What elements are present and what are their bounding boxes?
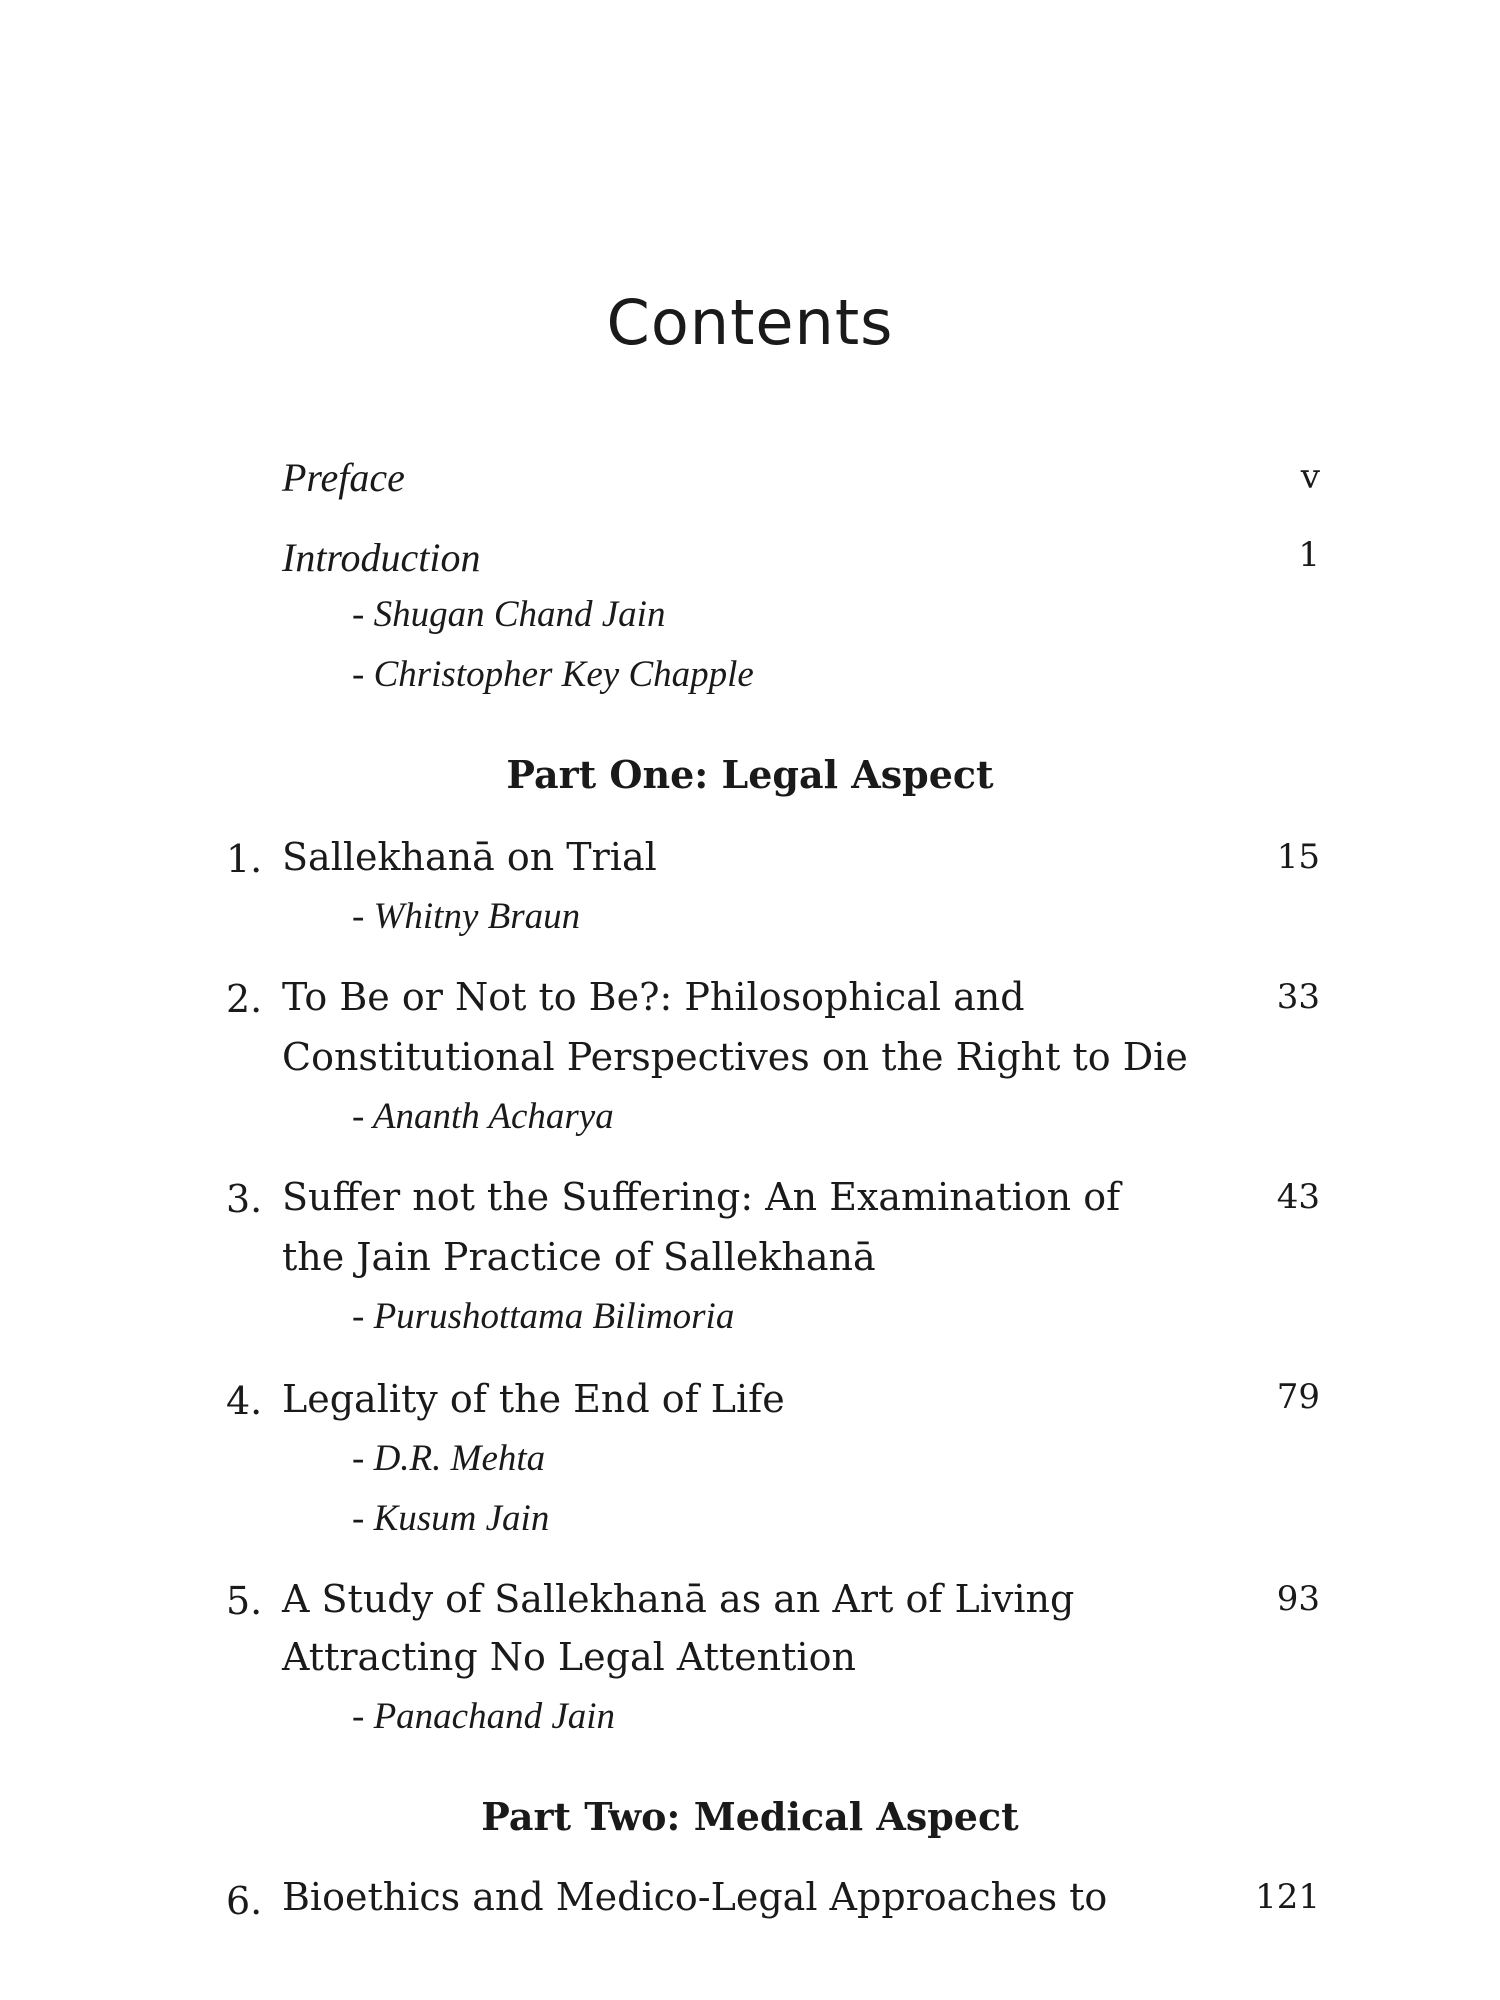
toc-author: - Purushottama Bilimoria: [352, 1296, 735, 1337]
chapter-title: A Study of Sallekhanā as an Art of Living: [282, 1577, 1075, 1621]
part-heading-one: Part One: Legal Aspect: [506, 752, 994, 797]
toc-entry-preface-page: v: [1300, 457, 1320, 497]
chapter-number: 4.: [226, 1379, 263, 1423]
chapter-page: 43: [1276, 1177, 1320, 1217]
toc-entry-introduction-page: 1: [1298, 535, 1320, 575]
toc-author: - Christopher Key Chapple: [352, 654, 754, 695]
chapter-title: Sallekhanā on Trial: [282, 835, 657, 879]
chapter-page: 93: [1276, 1579, 1320, 1619]
chapter-number: 1.: [226, 837, 263, 881]
toc-author: - Ananth Acharya: [352, 1096, 614, 1137]
toc-author: - Whitny Braun: [352, 896, 581, 937]
chapter-title-continued: Attracting No Legal Attention: [282, 1635, 856, 1679]
chapter-title: Legality of the End of Life: [282, 1377, 785, 1421]
part-heading-two: Part Two: Medical Aspect: [481, 1794, 1019, 1839]
chapter-title: Bioethics and Medico-Legal Approaches to: [282, 1875, 1108, 1919]
chapter-title: To Be or Not to Be?: Philosophical and: [282, 975, 1025, 1019]
toc-author: - Shugan Chand Jain: [352, 594, 666, 635]
toc-entry-introduction-title: Introduction: [282, 535, 481, 580]
toc-author: - Kusum Jain: [352, 1498, 550, 1539]
chapter-number: 3.: [226, 1177, 263, 1221]
chapter-number: 5.: [226, 1579, 263, 1623]
chapter-title-continued: Constitutional Perspectives on the Right to Die: [282, 1035, 1188, 1079]
toc-author: - Panachand Jain: [352, 1696, 616, 1737]
chapter-page: 33: [1276, 977, 1320, 1017]
toc-entry-preface-title: Preface: [282, 455, 405, 500]
chapter-page: 15: [1276, 837, 1320, 877]
toc-author: - D.R. Mehta: [352, 1438, 546, 1479]
chapter-number: 6.: [226, 1879, 263, 1923]
chapter-page: 121: [1255, 1877, 1320, 1917]
chapter-page: 79: [1276, 1377, 1320, 1417]
chapter-number: 2.: [226, 977, 263, 1021]
chapter-title: Suffer not the Suffering: An Examination of: [282, 1175, 1121, 1219]
chapter-title-continued: the Jain Practice of Sallekhanā: [282, 1235, 876, 1279]
page-title: Contents: [606, 286, 894, 359]
